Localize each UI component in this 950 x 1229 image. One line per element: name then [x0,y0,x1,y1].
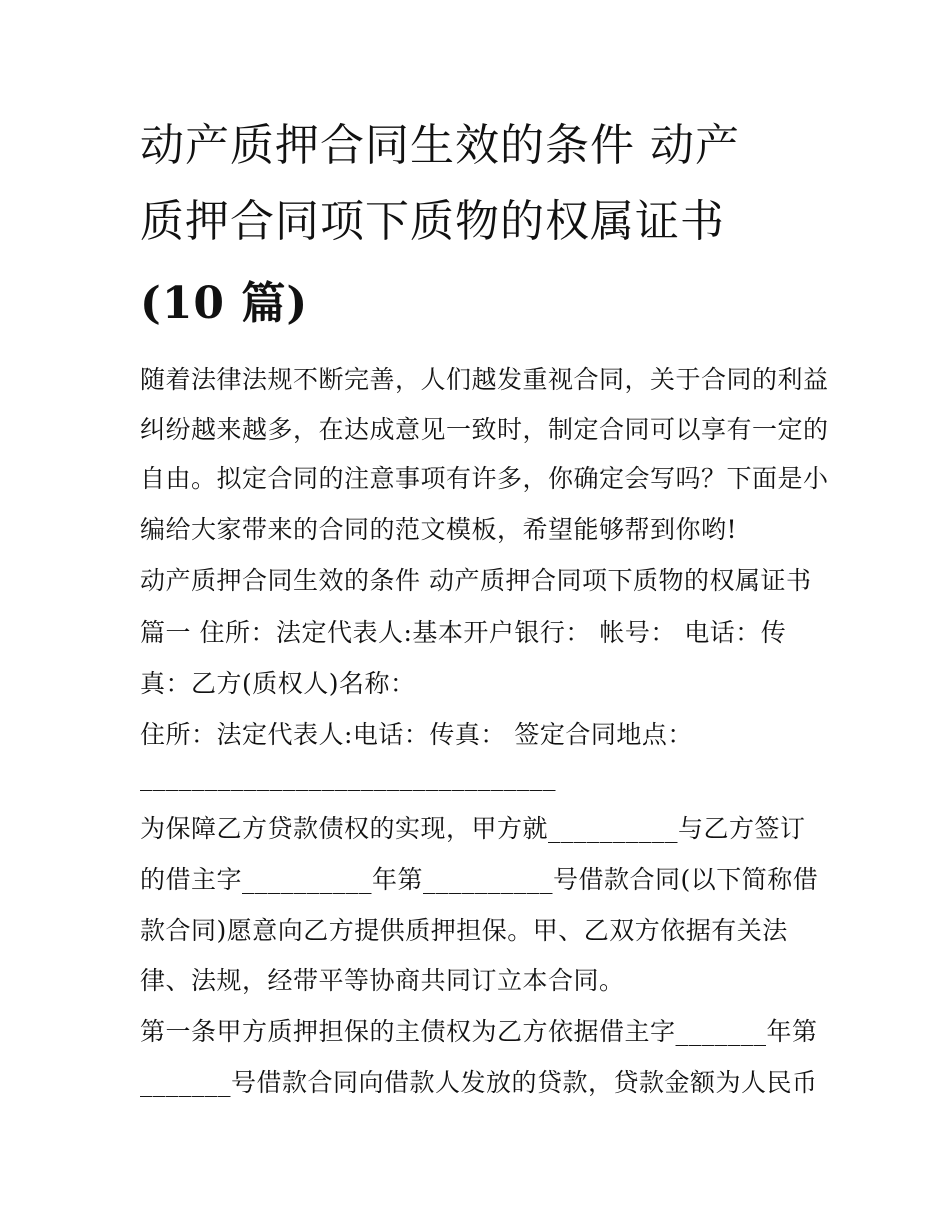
body-line-2: 纠纷越来越多，在达成意见一致时，制定合同可以享有一定的 [140,415,829,444]
body-line-8: 住所：法定代表人:电话：传真： 签定合同地点： [140,720,693,749]
title-line-3: (10 篇) [140,278,309,329]
body-line-3: 自由。拟定合同的注意事项有许多，你确定会写吗？下面是小 [140,464,829,493]
body-line-9-underline: ________________________________ [140,762,556,791]
body-line-14: 第一条甲方质押担保的主债权为乙方依据借主字_______年第 [140,1017,818,1046]
title-line-2: 质押合同项下质物的权属证书 [140,196,725,247]
body-line-7: 真：乙方(质权人)名称： [140,669,416,698]
title-line-1: 动产质押合同生效的条件 动产 [140,120,740,171]
body-line-5: 动产质押合同生效的条件 动产质押合同项下质物的权属证书 [140,566,812,595]
body-line-4: 编给大家带来的合同的范文模板，希望能够帮到你哟! [140,515,738,544]
body-line-12: 款合同)愿意向乙方提供质押担保。甲、乙双方依据有关法 [140,916,788,945]
body-line-6: 篇一 住所：法定代表人:基本开户银行： 帐号： 电话：传 [140,618,787,647]
body-line-1: 随着法律法规不断完善，人们越发重视合同，关于合同的利益 [140,365,829,394]
body-line-10: 为保障乙方贷款债权的实现，甲方就__________与乙方签订 [140,814,806,843]
body-line-15: _______号借款合同向借款人发放的贷款，贷款金额为人民币 [140,1068,818,1097]
body-line-13: 律、法规，经带平等协商共同订立本合同。 [140,966,625,995]
body-line-11: 的借主字__________年第__________号借款合同(以下简称借 [140,865,819,894]
